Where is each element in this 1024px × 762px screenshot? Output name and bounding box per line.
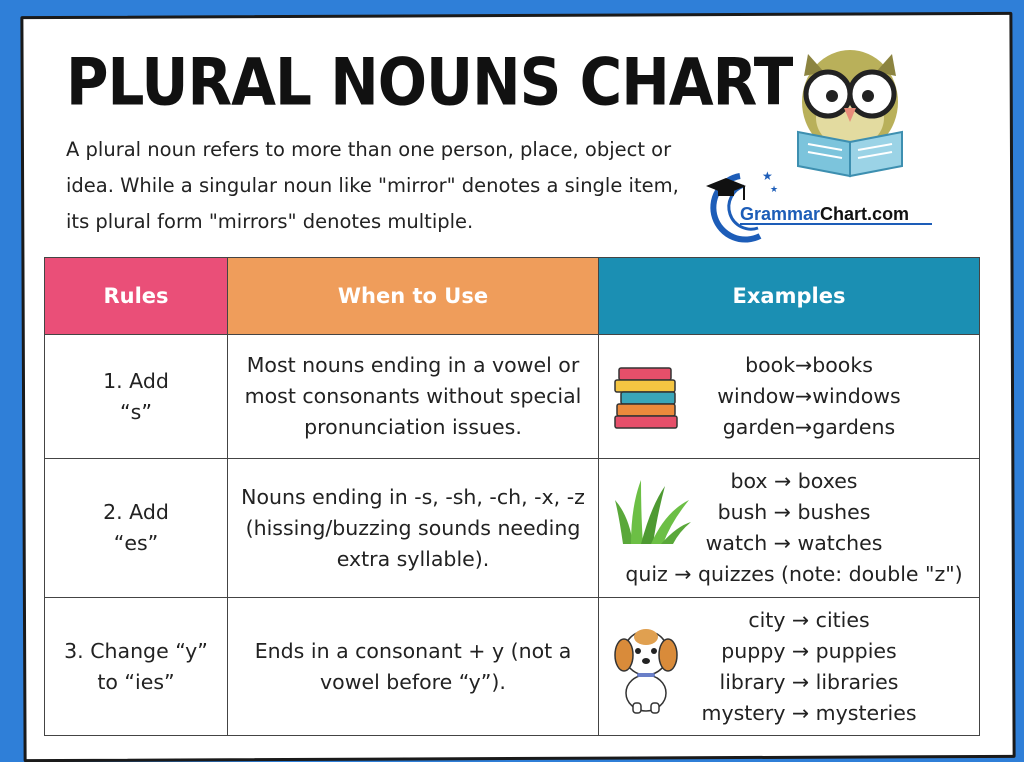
books-icon [613,364,683,430]
header-examples: Examples [599,258,980,335]
example-line: garden→gardens [722,415,896,439]
plural-rules-table [44,257,980,736]
puppy-icon [613,619,679,715]
examples-cell [599,335,980,459]
svg-text:★: ★ [770,185,779,195]
example-line: quiz → quizzes (note: double "z") [625,562,963,586]
example-line: library → libraries [719,669,899,694]
owl-reading-icon [790,32,910,180]
example-line: book→books [745,353,873,377]
header-rules: Rules [45,258,228,335]
intro-paragraph: A plural noun refers to more than one person, place, object or idea. While a singular noun like "mirror" denotes a single item, its plural form "mirrors" denotes multiple. [66,138,679,233]
example-line: mystery → mysteries [701,700,917,725]
example-line: city → cities [748,607,870,632]
table-row [45,459,980,598]
examples-cell [599,598,980,736]
rule-cell: 3. Change “y” to “ies” [45,598,228,736]
example-line: puppy → puppies [721,638,897,663]
rule-cell: 2. Add “es” [45,459,228,598]
example-line: window→windows [717,384,901,408]
when-cell: Ends in a consonant + y (not a vowel before “y”). [228,598,599,736]
rule-cell: 1. Add “s” [45,335,228,459]
svg-text:★: ★ [762,169,773,183]
brand-name: GrammarChart.com [740,204,910,224]
when-cell: Nouns ending in -s, -sh, -ch, -x, -z (hissing/buzzing sounds needing extra syllable). [228,459,599,598]
example-line: box → boxes [730,469,858,493]
table-row [45,335,980,459]
header-when-to-use: When to Use [228,258,599,335]
grass-icon [613,476,693,546]
examples-cell [599,459,980,598]
example-line: watch → watches [705,531,883,555]
example-line: bush → bushes [717,500,871,524]
when-cell: Most nouns ending in a vowel or most consonants without special pronunciation issues. [228,335,599,459]
page-title: PLURAL NOUNS CHART [66,44,793,121]
table-row [45,598,980,736]
